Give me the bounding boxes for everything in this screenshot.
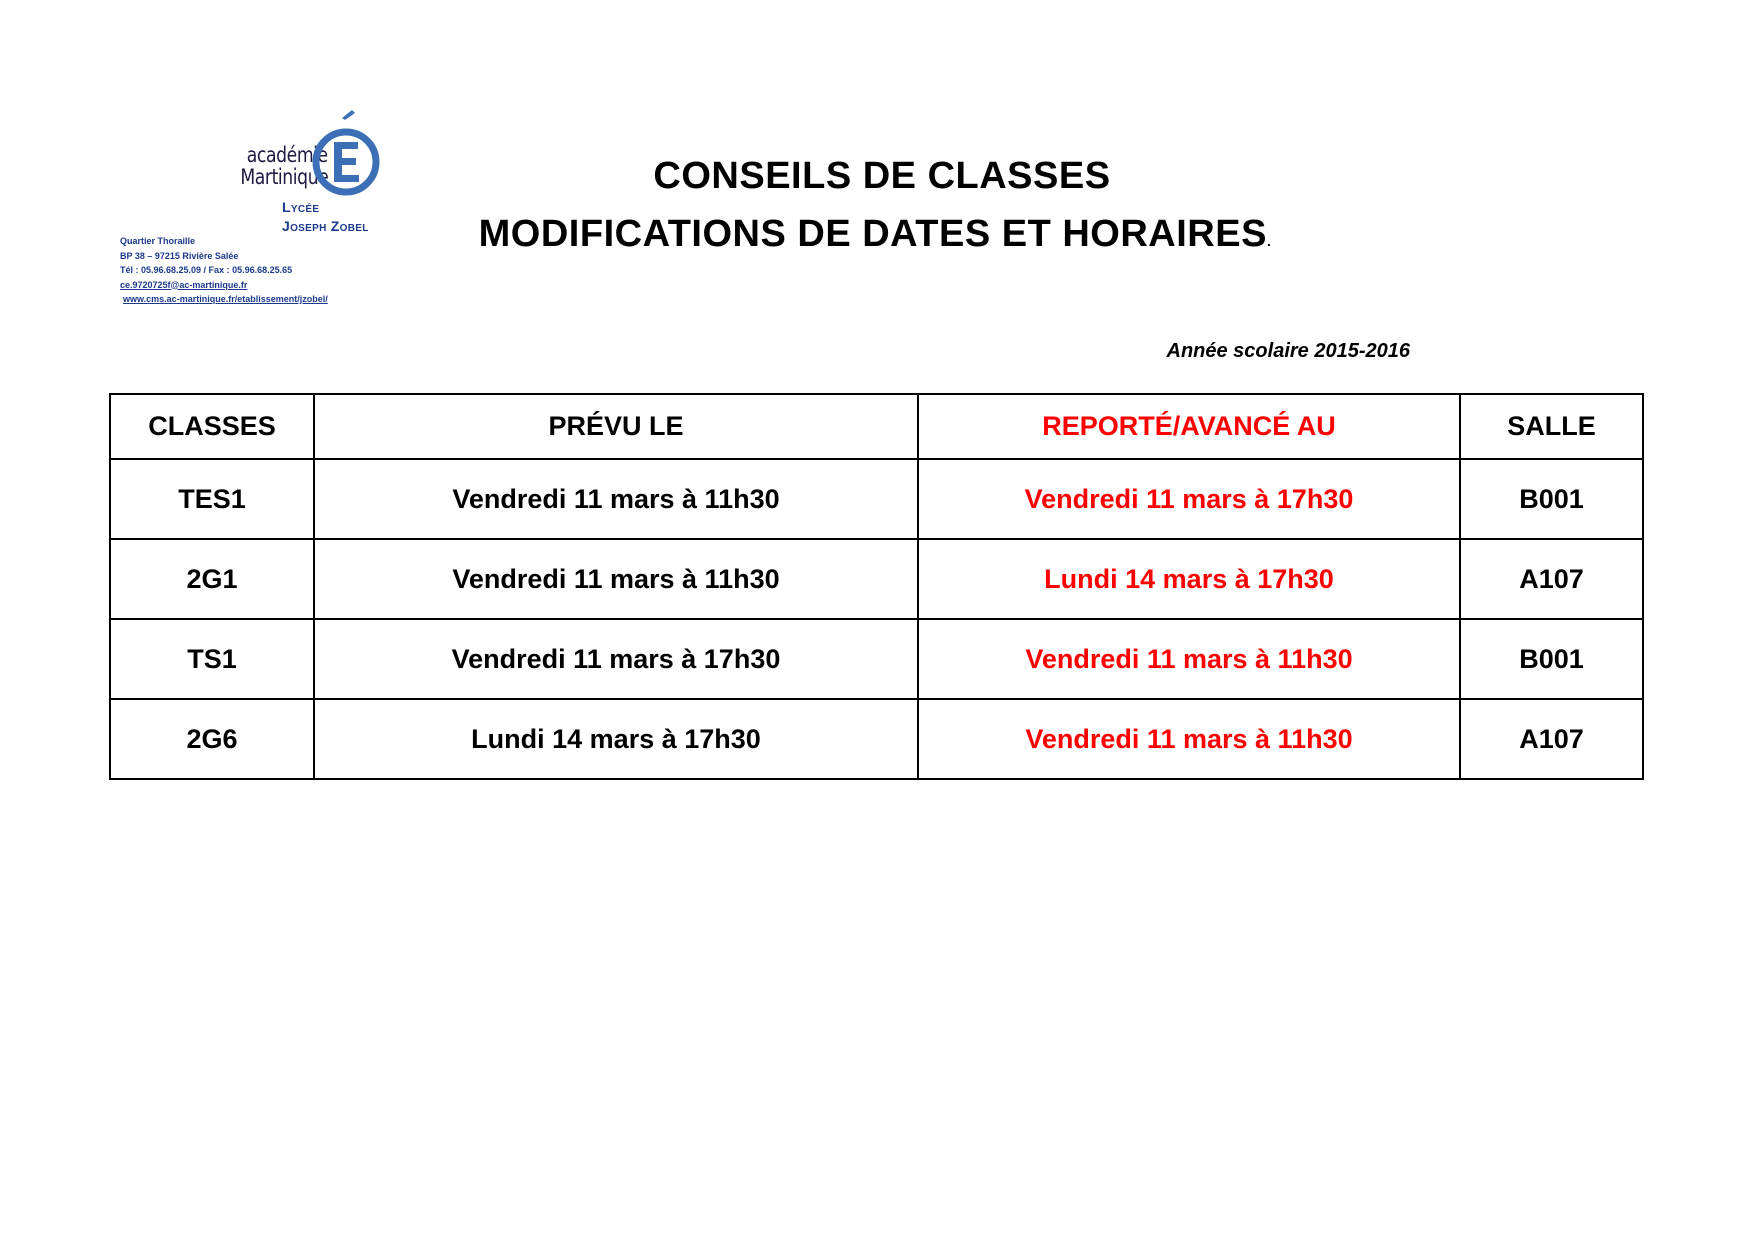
cell-class: TES1 <box>110 459 314 539</box>
table-header-row <box>110 394 1643 459</box>
cell-class: TS1 <box>110 619 314 699</box>
address-line-3: Tél : 05.96.68.25.09 / Fax : 05.96.68.25.65 <box>120 265 293 275</box>
cell-class: 2G1 <box>110 539 314 619</box>
cell-planned: Vendredi 11 mars à 17h30 <box>314 619 918 699</box>
cell-moved: Vendredi 11 mars à 17h30 <box>918 459 1460 539</box>
cell-room: A107 <box>1460 699 1643 779</box>
table-row <box>110 539 1643 619</box>
school-type: Lycée <box>282 199 320 215</box>
header-classes: CLASSES <box>110 394 314 459</box>
cell-planned: Lundi 14 mars à 17h30 <box>314 699 918 779</box>
table-row <box>110 699 1643 779</box>
website-link[interactable]: www.cms.ac-martinique.fr/etablissement/jzobel/ <box>123 294 328 304</box>
document-title <box>0 147 1754 270</box>
logo-word-martinique: Martinique <box>239 165 328 189</box>
header-planned: PRÉVU LE <box>314 394 918 459</box>
cell-class: 2G6 <box>110 699 314 779</box>
title-line-1: CONSEILS DE CLASSES <box>653 155 1111 197</box>
cell-room: B001 <box>1460 459 1643 539</box>
email-link[interactable]: ce.9720725f@ac-martinique.fr <box>120 279 248 290</box>
cell-planned: Vendredi 11 mars à 11h30 <box>314 459 918 539</box>
table-row <box>110 459 1643 539</box>
cell-moved: Vendredi 11 mars à 11h30 <box>918 699 1460 779</box>
title-line-2-wrapper <box>0 205 1754 270</box>
header-room: SALLE <box>1460 394 1643 459</box>
address-line-1: Quartier Thoraille <box>120 236 196 246</box>
school-year: Année scolaire 2015-2016 <box>1166 340 1410 362</box>
cell-moved: Lundi 14 mars à 17h30 <box>918 539 1460 619</box>
schedule-table <box>109 393 1644 780</box>
cell-planned: Vendredi 11 mars à 11h30 <box>314 539 918 619</box>
cell-moved: Vendredi 11 mars à 11h30 <box>918 619 1460 699</box>
title-line-2: MODIFICATIONS DE DATES ET HORAIRES <box>478 213 1267 255</box>
cell-room: A107 <box>1460 539 1643 619</box>
table-row <box>110 619 1643 699</box>
cell-room: B001 <box>1460 619 1643 699</box>
title-period: . <box>1266 233 1272 249</box>
address-line-2: BP 38 – 97215 Rivière Salée <box>120 250 239 261</box>
school-title: Joseph Zobel <box>282 218 369 234</box>
header-moved: REPORTÉ/AVANCÉ AU <box>918 394 1460 459</box>
logo-word-academie: académie <box>247 143 328 167</box>
